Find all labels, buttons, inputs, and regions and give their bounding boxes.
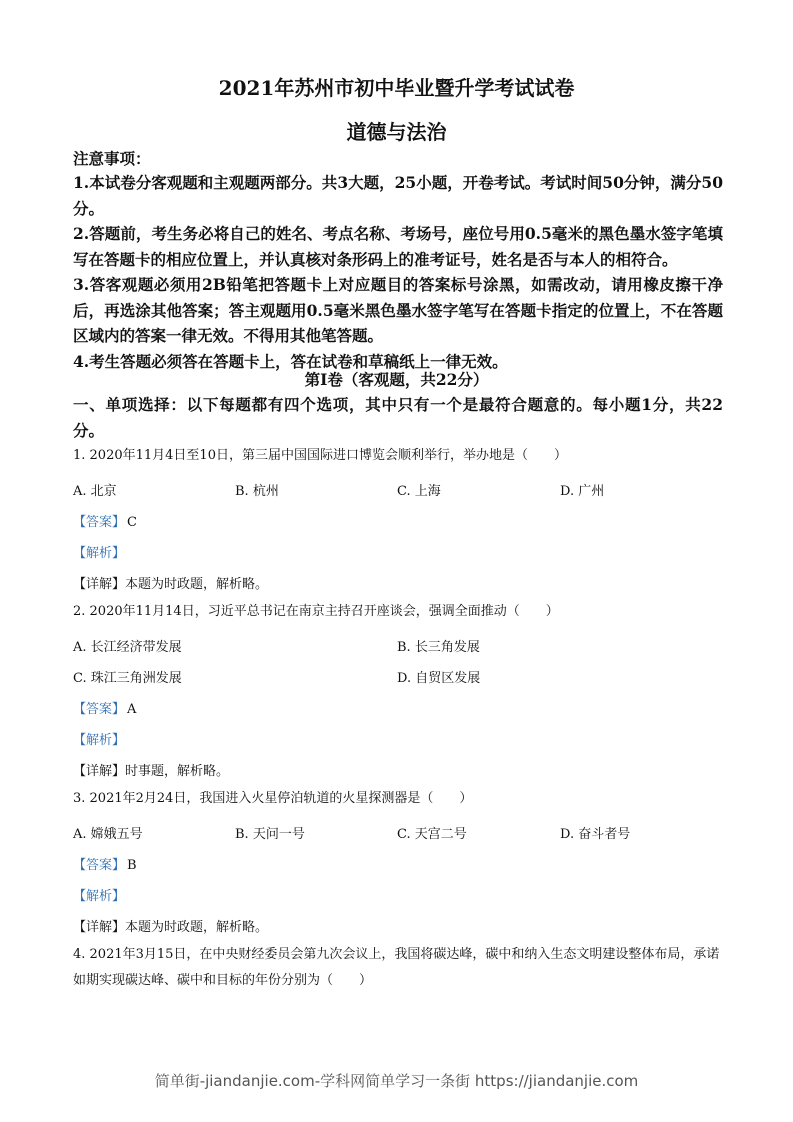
question-option: C. 天宫二号: [397, 827, 467, 842]
question-stem: 4. 2021年3月15日，在中央财经委员会第九次会议上，我国将碳达峰，碳中和纳入生态文明建设整体布局，承诺如期实现碳达峰、碳中和目标的年份分别为（ ）: [73, 947, 720, 988]
question-stem: 2. 2020年11月14日，习近平总书记在南京主持召开座谈会，强调全面推动（ ）: [73, 604, 559, 619]
detail-label: 【详解】: [73, 920, 126, 935]
exam-title: 2021年苏州市初中毕业暨升学考试试卷: [218, 76, 575, 100]
answer-label: 【答案】: [73, 702, 126, 717]
question-option: A. 北京: [73, 484, 117, 499]
analysis-line: [73, 885, 125, 904]
question-option: B. 长三角发展: [397, 640, 480, 655]
answer-label: 【答案】: [73, 515, 126, 530]
detail-label: 【详解】: [73, 577, 126, 592]
question-option: D. 广州: [560, 484, 605, 499]
answer-line: [73, 511, 137, 530]
answer-label: 【答案】: [73, 858, 126, 873]
question-stem: 1. 2020年11月4日至10日，第三届中国国际进口博览会顺利举行，举办地是（ ）: [73, 448, 567, 463]
exam-subject: 道德与法治: [346, 120, 447, 144]
question-option: A. 嫦娥五号: [73, 827, 143, 842]
section-heading: 第I卷（客观题，共22分）: [304, 370, 489, 389]
question-option: C. 珠江三角洲发展: [73, 671, 182, 686]
answer-value: B: [127, 858, 137, 873]
notice-item: 4.考生答题必须答在答题卡上，答在试卷和草稿纸上一律无效。: [73, 351, 508, 371]
notice-heading: 注意事项：: [73, 149, 151, 168]
notice-item: 3.答客观题必须用2B铅笔把答题卡上对应题目的答案标号涂黑，如需改动，请用橡皮擦干净后，再选涂其他答案；答主观题用0.5毫米黑色墨水签字笔写在答题卡指定的位置上，不在答题区域内的答案一律无效。不得用其他笔答题。: [73, 275, 723, 345]
notice-item: 1.本试卷分客观题和主观题两部分。共3大题，25小题，开卷考试。考试时间50分钟，满分50分。: [73, 173, 723, 218]
analysis-line: [73, 729, 125, 748]
answer-value: A: [127, 702, 137, 717]
answer-line: [73, 698, 136, 717]
detail-label: 【详解】: [73, 764, 126, 779]
detail-text: 本题为时政题，解析略。: [125, 920, 269, 935]
question-option: A. 长江经济带发展: [73, 640, 182, 655]
question-option: D. 奋斗者号: [560, 827, 631, 842]
detail-line: [73, 916, 268, 935]
notice-item: 2.答题前，考生务必将自己的姓名、考点名称、考场号，座位号用0.5毫米的黑色墨水签字笔填写在答题卡的相应位置上，并认真核对条形码上的准考证号，姓名是否与本人的相符合。: [73, 224, 723, 269]
analysis-line: [73, 542, 125, 561]
question-option: B. 杭州: [235, 484, 279, 499]
detail-line: [73, 760, 229, 779]
analysis-label: 【解析】: [73, 546, 126, 561]
analysis-label: 【解析】: [73, 889, 126, 904]
detail-text: 本题为时政题，解析略。: [125, 577, 269, 592]
answer-line: [73, 854, 137, 873]
page-footer-watermark: 简单街-jiandanjie.com-学科网简单学习一条街 https://jiandanjie.com: [154, 1072, 639, 1090]
notice-list: [73, 170, 723, 374]
question-option: B. 天问一号: [235, 827, 305, 842]
question-option: C. 上海: [397, 484, 441, 499]
detail-line: [73, 573, 268, 592]
question-option: D. 自贸区发展: [397, 671, 481, 686]
question-stem: 3. 2021年2月24日，我国进入火星停泊轨道的火星探测器是（ ）: [73, 791, 473, 806]
detail-text: 时事题，解析略。: [125, 764, 230, 779]
answer-value: C: [127, 515, 137, 530]
section-instructions: 一、单项选择：以下每题都有四个选项，其中只有一个是最符合题意的。每小题1分，共22分。: [73, 395, 723, 440]
analysis-label: 【解析】: [73, 733, 126, 748]
